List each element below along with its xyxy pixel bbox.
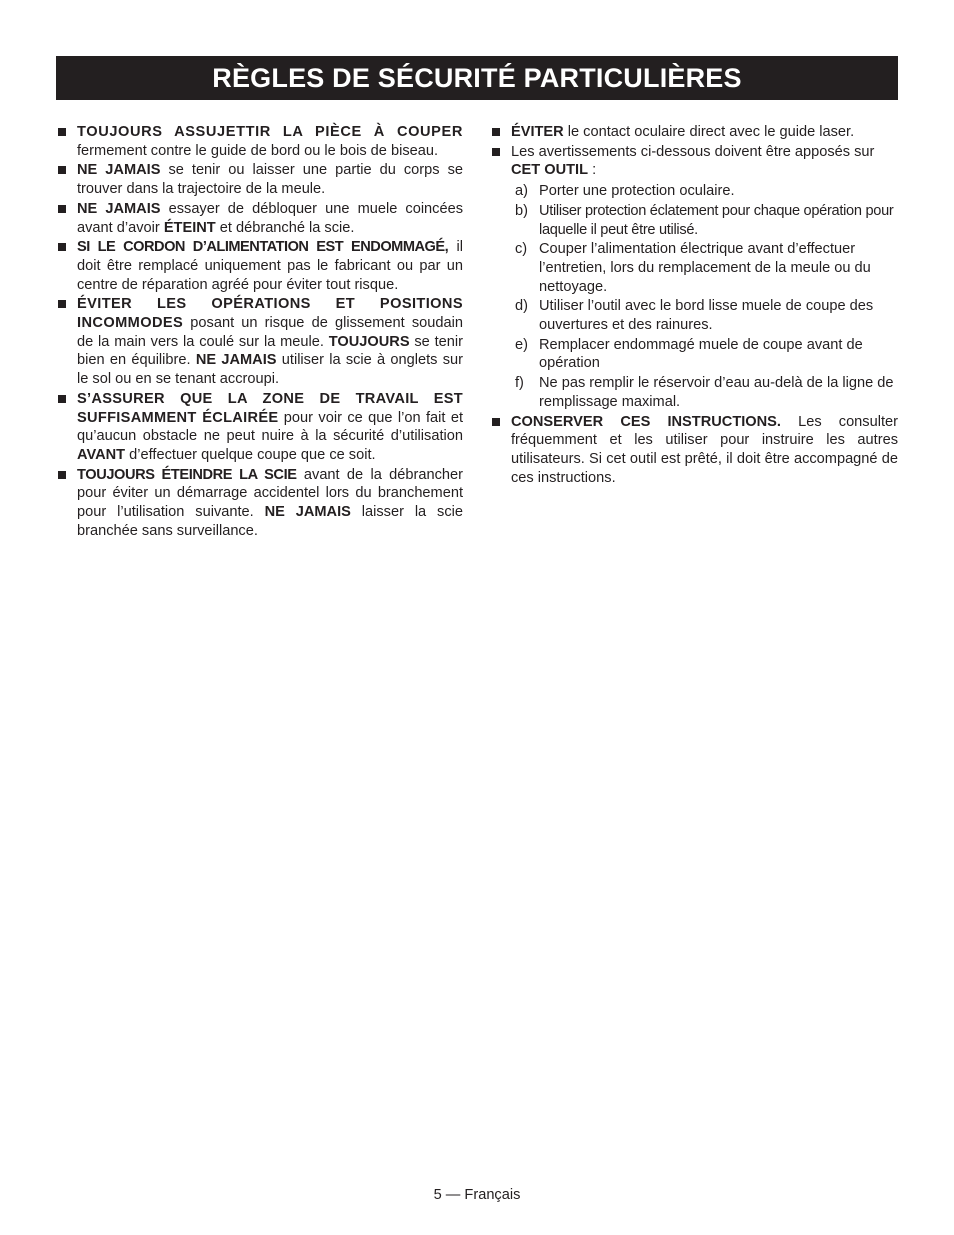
rule-emphasis: ÉTEINT xyxy=(163,219,216,236)
rule-text: se tenir ou laisser une partie du corps se trouver dans la trajectoire de la meule. xyxy=(77,162,463,198)
list-item-label: d) xyxy=(515,298,528,315)
square-bullet-icon xyxy=(58,205,66,213)
rule-emphasis: AVANT xyxy=(77,446,126,463)
rule-emphasis: NE JAMAIS xyxy=(77,200,161,217)
rule-emphasis: NE JAMAIS xyxy=(264,504,351,521)
left-column xyxy=(56,123,463,541)
list-item-text: Utiliser l’outil avec le bord lisse muele de coupe des ouvertures et des rainures. xyxy=(539,298,874,334)
rule-emphasis: TOUJOURS ÉTEINDRE LA SCIE xyxy=(77,466,297,483)
rule-text: Les avertissements ci-dessous doivent être apposés sur xyxy=(511,143,875,160)
list-item-text: Utiliser protection éclatement pour chaque opération pour laquelle il peut être utilisé. xyxy=(539,202,894,238)
square-bullet-icon xyxy=(492,128,500,136)
rule-text: le contact oculaire direct avec le guide laser. xyxy=(563,124,855,140)
rule-emphasis: CONSERVER CES INSTRUCTIONS. xyxy=(511,413,781,430)
rule-emphasis: ÉVITER xyxy=(511,124,564,140)
rule-item-awkward-positions xyxy=(56,295,463,389)
section-title-banner xyxy=(56,56,898,100)
rule-item-jammed-wheel xyxy=(56,200,463,237)
list-item xyxy=(490,182,898,201)
square-bullet-icon xyxy=(492,148,500,156)
square-bullet-icon xyxy=(58,395,66,403)
list-item-label: b) xyxy=(515,202,528,219)
rule-text: avant de la débrancher pour éviter un démarrage accidentel lors du branchement pour l’utilisation suivante. xyxy=(77,466,464,521)
rule-emphasis: SI LE CORDON D’ALIMENTATION EST ENDOMMAGÉ, xyxy=(77,239,449,256)
list-item-text: Porter une protection oculaire. xyxy=(539,183,735,200)
rule-emphasis: TOUJOURS xyxy=(328,333,410,350)
square-bullet-icon xyxy=(58,166,66,174)
list-item-text: Ne pas remplir le réservoir d’eau au-delà de la ligne de remplissage maximal. xyxy=(539,375,894,410)
rule-item-lighting xyxy=(56,390,463,465)
rule-text: Les consulter fréquemment et les utiliser pour instruire les autres utilisateurs. Si cet outil est prêté, il doit être accompagné de ces instructions. xyxy=(511,413,898,486)
list-item xyxy=(490,336,898,373)
rule-emphasis: NE JAMAIS xyxy=(77,162,161,179)
right-column xyxy=(490,123,898,488)
rule-item-laser xyxy=(490,123,898,142)
square-bullet-icon xyxy=(58,471,66,479)
rule-item-keep-instructions xyxy=(490,413,898,488)
rule-text: il doit être remplacé uniquement pas le fabricant ou par un centre de réparation agréé pour éviter tout risque. xyxy=(77,239,463,293)
rule-text: laisser la scie branchée sans surveillance. xyxy=(77,504,464,539)
warning-labels-list xyxy=(490,182,898,411)
rule-text: fermement contre le guide de bord ou le bois de biseau. xyxy=(77,142,439,159)
square-bullet-icon xyxy=(492,418,500,426)
page-title: RÈGLES DE SÉCURITÉ PARTICULIÈRES xyxy=(212,62,742,93)
list-item-text: Couper l’alimentation électrique avant d’effectuer l’entretien, lors du remplacement de la meule ou du nettoyage. xyxy=(539,241,871,295)
rule-text: : xyxy=(588,162,597,179)
rule-text: pour voir ce que l’on fait et qu’aucun obstacle ne peut nuire à la sécurité d’utilisation xyxy=(77,409,463,445)
rule-text: d’effectuer quelque coupe que ce soit. xyxy=(125,446,376,463)
rule-emphasis: NE JAMAIS xyxy=(195,352,277,369)
square-bullet-icon xyxy=(58,243,66,251)
list-item xyxy=(490,374,898,411)
list-item xyxy=(490,297,898,334)
list-item-label: e) xyxy=(515,336,528,353)
rule-item-warning-labels xyxy=(490,143,898,180)
rule-emphasis: S’ASSURER QUE LA ZONE DE TRAVAIL EST SUFFISAMMENT ÉCLAIRÉE xyxy=(77,390,463,426)
square-bullet-icon xyxy=(58,128,66,136)
list-item-text: Remplacer endommagé muele de coupe avant de opération xyxy=(539,336,863,372)
list-item xyxy=(490,202,898,239)
list-item xyxy=(490,240,898,296)
rule-emphasis: CET OUTIL xyxy=(511,162,589,179)
rule-text: posant un risque de glissement soudain de la main vers la coulé sur la meule. xyxy=(77,315,463,350)
rule-emphasis: ÉVITER LES OPÉRATIONS ET POSITIONS INCOMMODES xyxy=(77,296,463,332)
rule-emphasis: TOUJOURS ASSUJETTIR LA PIÈCE À COUPER xyxy=(77,124,463,140)
rule-item-damaged-cord xyxy=(56,238,463,294)
list-item-label: a) xyxy=(515,183,528,200)
page-footer: 5 — Français xyxy=(433,1187,521,1203)
rule-item-body-position xyxy=(56,161,463,198)
rule-item-switch-off xyxy=(56,466,463,541)
list-item-label: f) xyxy=(515,375,524,392)
rule-text: et débranché la scie. xyxy=(215,219,355,236)
rule-item-secure-workpiece xyxy=(56,123,463,160)
rule-text: se tenir bien en équilibre. xyxy=(77,333,463,369)
rule-text: essayer de débloquer une muele coincées avant d’avoir xyxy=(77,200,464,236)
square-bullet-icon xyxy=(58,300,66,308)
rule-text: utiliser la scie à onglets sur le sol ou en se tenant accroupi. xyxy=(77,352,464,388)
list-item-label: c) xyxy=(515,241,528,258)
